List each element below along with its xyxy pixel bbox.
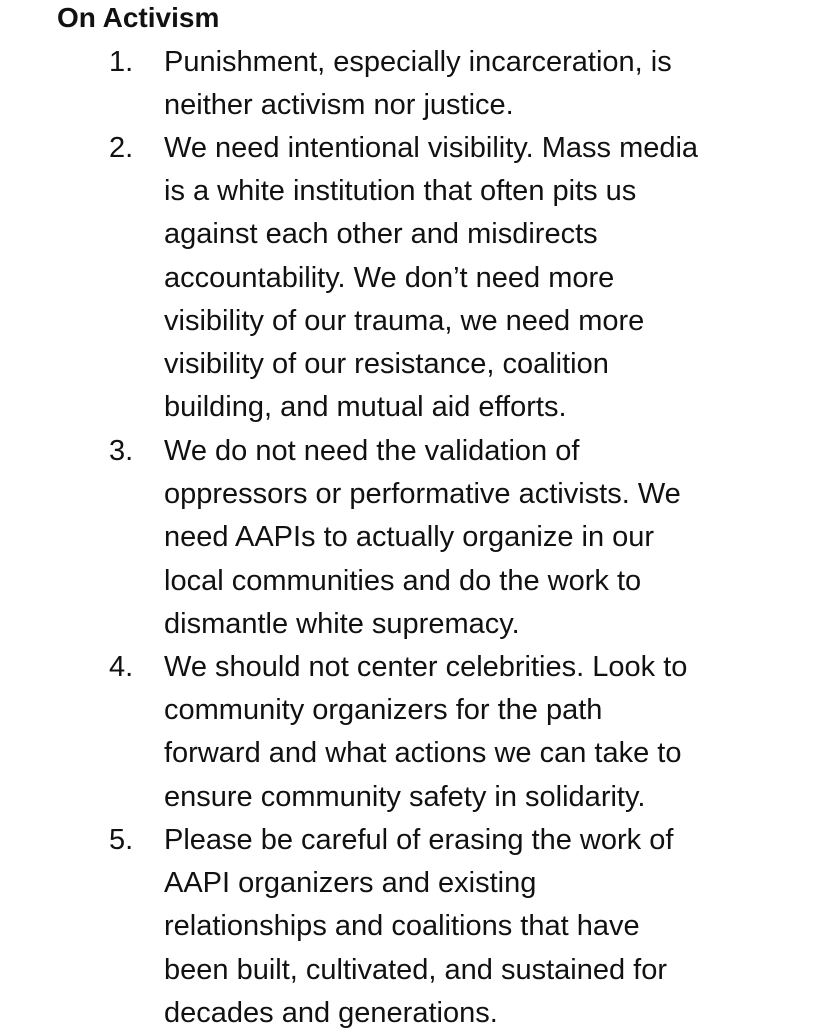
document-heading: On Activism	[57, 2, 220, 33]
text-line: decades and generations.	[164, 996, 498, 1029]
list-item-number: 2.	[109, 132, 134, 164]
text-line: visibility of our resistance, coalition	[164, 348, 609, 381]
list-item-number: 4.	[109, 651, 134, 683]
list-item-text	[164, 41, 814, 127]
text-line: oppressors or performative activists. We	[164, 478, 681, 511]
text-line: need AAPIs to actually organize in our	[164, 521, 655, 554]
text-line: accountability. We don’t need more	[164, 261, 615, 294]
text-line: local communities and do the work to	[164, 564, 642, 597]
text-line: visibility of our trauma, we need more	[164, 304, 645, 337]
text-line: ensure community safety in solidarity.	[164, 780, 646, 813]
text-line: building, and mutual aid efforts.	[164, 391, 567, 424]
text-line: against each other and misdirects	[164, 218, 598, 251]
text-line: neither activism nor justice.	[164, 89, 514, 122]
text-line: dismantle white supremacy.	[164, 607, 520, 640]
text-line: been built, cultivated, and sustained for	[164, 953, 667, 986]
list-item-number: 1.	[109, 46, 134, 78]
text-line: We should not center celebrities. Look to	[164, 651, 688, 683]
list-item-text	[164, 819, 814, 1035]
list-item-text	[164, 646, 814, 819]
text-line: We need intentional visibility. Mass media	[164, 132, 699, 164]
text-line: relationships and coalitions that have	[164, 910, 640, 943]
text-line: AAPI organizers and existing	[164, 867, 537, 900]
list-item-text	[164, 127, 814, 429]
text-line: forward and what actions we can take to	[164, 737, 682, 770]
text-line: community organizers for the path	[164, 694, 603, 727]
text-line: is a white institution that often pits us	[164, 175, 637, 208]
text-line: Punishment, especially incarceration, is	[164, 46, 672, 78]
list-item-number: 5.	[109, 824, 134, 856]
text-line: Please be careful of erasing the work of	[164, 824, 674, 856]
list-item-number: 3.	[109, 435, 134, 467]
list-item-text	[164, 430, 814, 646]
text-line: We do not need the validation of	[164, 435, 580, 467]
